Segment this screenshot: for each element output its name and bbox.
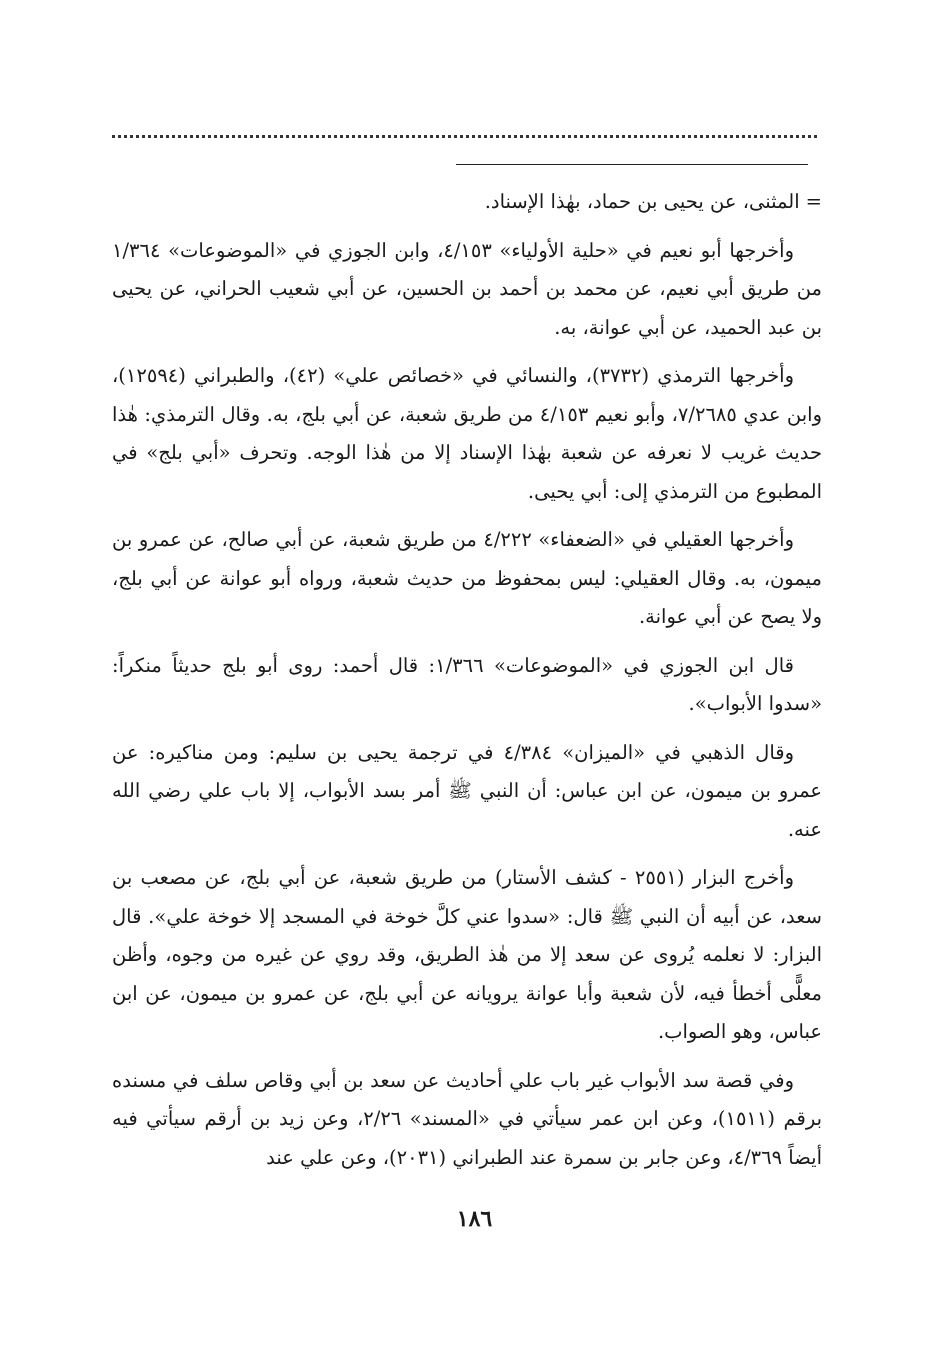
footnote-paragraph-5: قال ابن الجوزي في «الموضوعات» ١/٣٦٦: قال أحمد: روى أبو بلج حديثاً منكراً: «سدوا الأبواب». — [112, 653, 822, 715]
page-number: ١٨٦ — [456, 1206, 493, 1232]
footnote-paragraph-6: وقال الذهبي في «الميزان» ٤/٣٨٤ في ترجمة يحيى بن سليم: ومن مناكيره: عن عمرو بن ميمون، عن ابن عباس: أن النبي ﷺ أمر بسد الأبواب، إلا باب علي رضي الله عنه. — [112, 740, 822, 841]
footnote-paragraph-3: وأخرجها الترمذي (٣٧٣٢)، والنسائي في «خصائص علي» (٤٢)، والطبراني (١٢٥٩٤)، وابن عدي ٧/٢٦٨٥، وأبو نعيم ٤/١٥٣ من طريق شعبة، عن أبي بلج، به. وقال الترمذي: هٰذا حديث غريب لا نعرفه عن شعبة بهٰذا الإسناد إلا من هٰذا الوجه. وتحرف «أبي بلج» في المطبوع من الترمذي إلى: أبي يحيى. — [112, 364, 823, 503]
continuation-mark: = — [805, 190, 822, 213]
dotted-divider — [112, 135, 817, 149]
footnote-paragraph-1: =المثنى، عن يحيى بن حماد، بهٰذا الإسناد. — [484, 190, 822, 213]
footnote-separator-line — [456, 164, 808, 165]
footnotes-block — [112, 183, 822, 1187]
footnote-paragraph-7: وأخرج البزار (٢٥٥١ - كشف الأستار) من طريق شعبة، عن أبي بلج، عن مصعب بن سعد، عن أبيه أن النبي ﷺ قال: «سدوا عني كلَّ خوخة في المسجد إلا خوخة علي». قال البزار: لا نعلمه يُروى عن سعد إلا من هٰذ الطريق، وقد روي عن غيره من وجوه، وأظن معلًّى أخطأ فيه، لأن شعبة وأبا عوانة يرويانه عن أبي بلج، عن عمرو بن ميمون، عن ابن عباس، وهو الصواب. — [112, 866, 822, 1043]
footnote-paragraph-8: وفي قصة سد الأبواب غير باب علي أحاديث عن سعد بن أبي وقاص سلف في مسنده برقم (١٥١١)، وعن ابن عمر سيأتي في «المسند» ٢/٢٦، وعن زيد بن أرقم سيأتي فيه أيضاً ٤/٣٦٩، وعن جابر بن سمرة عند الطبراني (٢٠٣١)، وعن علي عند — [112, 1068, 822, 1169]
footnote-paragraph-2: وأخرجها أبو نعيم في «حلية الأولياء» ٤/١٥٣، وابن الجوزي في «الموضوعات» ١/٣٦٤ من طريق أبي نعيم، عن محمد بن أحمد بن الحسين، عن أبي شعيب الحراني، عن يحيى بن عبد الحميد، عن أبي عوانة، به. — [112, 238, 822, 339]
footnote-paragraph-4: وأخرجها العقيلي في «الضعفاء» ٤/٢٢٢ من طريق شعبة، عن أبي صالح، عن عمرو بن ميمون، به. وقال العقيلي: ليس بمحفوظ من حديث شعبة، ورواه أبو عوانة عن أبي بلج، ولا يصح عن أبي عوانة. — [112, 528, 822, 628]
